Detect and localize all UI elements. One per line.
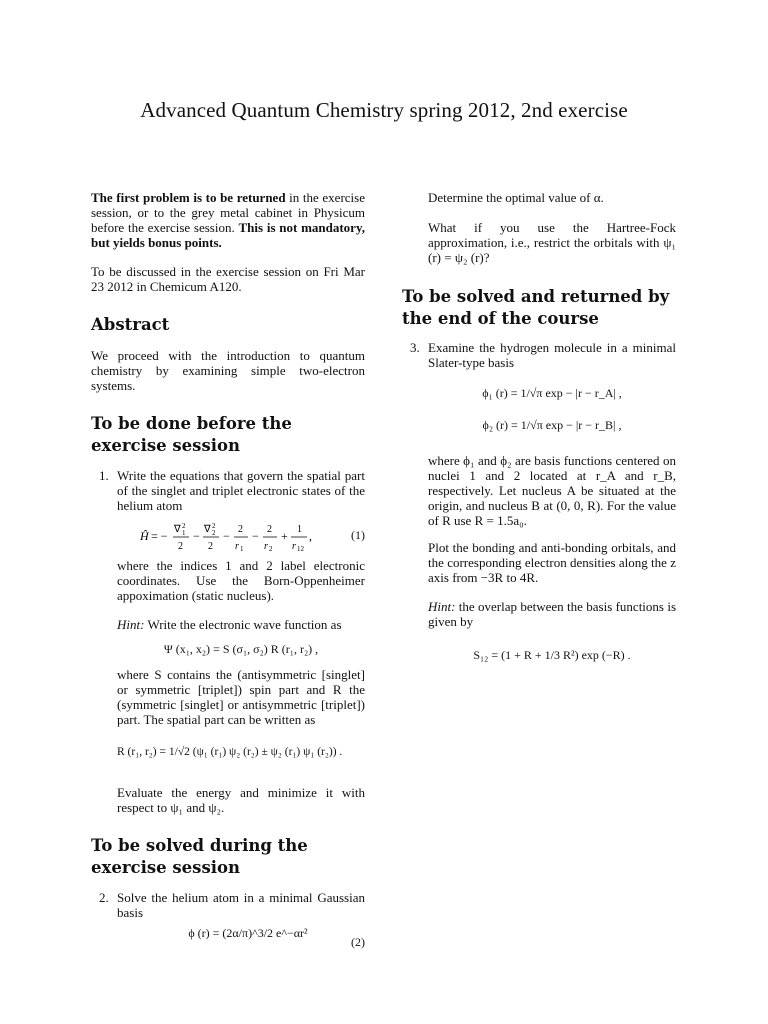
hint-1-label: Hint: — [117, 617, 145, 632]
hartree-fock-text: What if you use the Hartree-Fock approximation, i.e., restrict the orbitals with ψ₁ (r) = ψ₂ (r)? — [428, 220, 676, 265]
svg-text:2: 2 — [182, 522, 186, 530]
svg-text:∇: ∇ — [174, 524, 181, 535]
problem-1-number: 1. — [99, 468, 109, 483]
hamiltonian-formula — [140, 520, 356, 556]
basis-phi1-equation — [428, 386, 676, 401]
svg-text:2: 2 — [212, 529, 216, 537]
svg-text:−: − — [252, 529, 259, 543]
indices-text: where the indices 1 and 2 label electronic coordinates. Use the Born-Oppenheimer appoximation (static nucleus). — [117, 558, 365, 603]
svg-text:1: 1 — [240, 545, 244, 553]
hint-1 — [117, 617, 365, 632]
svg-text:r: r — [264, 541, 268, 552]
spatial-formula: R (r₁, r₂) = 1/√2 (ψ₁ (r₁) ψ₂ (r₂) ± ψ₂ (r₁) ψ₁ (r₂)) . — [117, 746, 343, 758]
svg-text:2: 2 — [267, 524, 272, 535]
intro-bold-note: This is not mandatory, but yields bonus points. — [91, 220, 365, 250]
phi2-formula: ϕ₂ (r) = 1/√π exp − |r − r_B| , — [482, 418, 622, 432]
svg-text:2: 2 — [238, 524, 243, 535]
problem-1 — [91, 468, 365, 513]
abstract-heading: Abstract — [91, 315, 170, 334]
problem-2-number: 2. — [99, 890, 109, 905]
document-title: Advanced Quantum Chemistry spring 2012, 2nd exercise — [140, 98, 628, 122]
hint-3-label: Hint: — [428, 599, 456, 614]
svg-text:1: 1 — [182, 529, 186, 537]
equation-2-number: (2) — [351, 935, 365, 949]
hint-3 — [428, 599, 676, 629]
section3-heading: To be solved and returned by the end of the course — [402, 287, 670, 328]
basis-phi2-equation — [428, 418, 676, 433]
wavefunction-equation — [117, 642, 365, 657]
svg-text:= −: = − — [151, 529, 168, 543]
svg-text:12: 12 — [297, 545, 304, 553]
hint-3-text: the overlap between the basis functions is given by — [428, 599, 676, 629]
hint-1-text: Write the electronic wave function as — [144, 617, 342, 632]
basis-description: where ϕ₁ and ϕ₂ are basis functions centered on nuclei 1 and 2 located at r_A and r_B, respectively. Let nucleus A be situated at the origin, and nucleus B at (0, 0, R). For the value of R use R = 1.5a₀. — [428, 453, 676, 528]
svg-text:2: 2 — [178, 541, 183, 552]
phi1-formula: ϕ₁ (r) = 1/√π exp − |r − r_A| , — [482, 386, 622, 400]
optimal-alpha-text: Determine the optimal value of α. — [428, 190, 604, 205]
problem-3 — [402, 340, 676, 370]
wavefunction-formula: Ψ (x₁, x₂) = S (σ₁, σ₂) R (r₁, r₂) , — [163, 642, 319, 656]
svg-text:−: − — [193, 529, 200, 543]
abstract-text: We proceed with the introduction to quantum chemistry by examining simple two-electron systems. — [91, 348, 365, 393]
problem-1-text: Write the equations that govern the spatial part of the singlet and triplet electronic states of the helium atom — [117, 468, 365, 513]
problem-2 — [91, 890, 365, 920]
section2-heading: To be solved during the exercise session — [91, 836, 308, 877]
svg-text:2: 2 — [269, 545, 273, 553]
intro-text: in the exercise session, or to the grey metal cabinet in Physicum before the exercise session. — [91, 190, 365, 235]
svg-text:1: 1 — [297, 524, 302, 535]
spatial-equation — [117, 744, 365, 760]
equation-2 — [131, 926, 365, 949]
svg-text:Ĥ: Ĥ — [140, 529, 149, 543]
svg-text:∇: ∇ — [204, 524, 211, 535]
svg-text:−: − — [223, 529, 230, 543]
svg-text:r: r — [292, 541, 296, 552]
svg-text:,: , — [309, 529, 312, 543]
svg-text:2: 2 — [212, 522, 216, 530]
problem-3-number: 3. — [410, 340, 420, 355]
spin-spatial-text: where S contains the (antisymmetric [singlet] or symmetric [triplet]) spin part and R the (symmetric [singlet] or antisymmetric [triplet]) part. The spatial part can be written as — [117, 667, 365, 727]
svg-text:2: 2 — [208, 541, 213, 552]
problem-2-text: Solve the helium atom in a minimal Gaussian basis — [117, 890, 365, 920]
svg-text:+: + — [281, 529, 288, 543]
intro-bold-lead: The first problem is to be returned — [91, 190, 286, 205]
evaluate-text: Evaluate the energy and minimize it with respect to ψ₁ and ψ₂. — [117, 785, 365, 815]
equation-1-number: (1) — [351, 528, 365, 542]
overlap-equation — [428, 648, 676, 663]
section1-heading: To be done before the exercise session — [91, 414, 292, 455]
problem-3-text: Examine the hydrogen molecule in a minimal Slater-type basis — [428, 340, 676, 370]
equation-1 — [131, 520, 365, 560]
discussion-info: To be discussed in the exercise session on Fri Mar 23 2012 in Chemicum A120. — [91, 264, 365, 294]
svg-text:r: r — [235, 541, 239, 552]
overlap-formula: S₁₂ = (1 + R + 1/3 R²) exp (−R) . — [473, 648, 631, 662]
gaussian-formula: ϕ (r) = (2α/π)^3/2 e^−αr² — [188, 926, 308, 940]
plot-instructions: Plot the bonding and anti-bonding orbitals, and the corresponding electron densities along the z axis from −3R to 4R. — [428, 540, 676, 585]
intro-paragraph — [91, 190, 365, 250]
